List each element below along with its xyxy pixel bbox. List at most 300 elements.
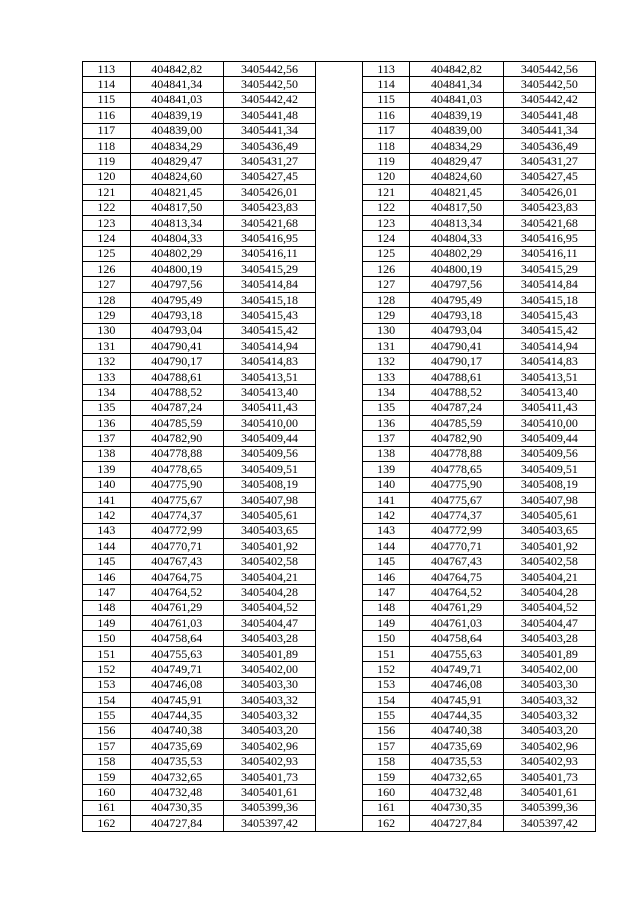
table-row: [83, 723, 596, 738]
column-gap: [316, 200, 363, 215]
right-point-number-cell: 156: [362, 723, 410, 738]
left-y-coordinate-cell: 3405442,42: [223, 92, 315, 107]
left-point-number-cell: 136: [83, 415, 131, 430]
left-x-coordinate-cell: 404829,47: [130, 154, 223, 169]
column-gap: [316, 323, 363, 338]
table-row: [83, 339, 596, 354]
left-x-coordinate-cell: 404732,48: [130, 785, 223, 800]
left-point-number-cell: 162: [83, 816, 131, 831]
table-row: [83, 754, 596, 769]
left-x-coordinate-cell: 404804,33: [130, 231, 223, 246]
left-y-coordinate-cell: 3405414,94: [223, 339, 315, 354]
right-x-coordinate-cell: 404829,47: [410, 154, 503, 169]
column-gap: [316, 92, 363, 107]
right-point-number-cell: 159: [362, 769, 410, 784]
right-point-number-cell: 143: [362, 523, 410, 538]
left-point-number-cell: 135: [83, 400, 131, 415]
column-gap: [316, 662, 363, 677]
left-point-number-cell: 115: [83, 92, 131, 107]
right-point-number-cell: 117: [362, 123, 410, 138]
table-row: [83, 539, 596, 554]
right-x-coordinate-cell: 404790,41: [410, 339, 503, 354]
right-point-number-cell: 149: [362, 616, 410, 631]
left-point-number-cell: 126: [83, 262, 131, 277]
right-y-coordinate-cell: 3405401,61: [503, 785, 595, 800]
left-x-coordinate-cell: 404785,59: [130, 415, 223, 430]
table-row: [83, 693, 596, 708]
right-x-coordinate-cell: 404755,63: [410, 646, 503, 661]
right-y-coordinate-cell: 3405441,34: [503, 123, 595, 138]
left-y-coordinate-cell: 3405416,95: [223, 231, 315, 246]
left-y-coordinate-cell: 3405441,34: [223, 123, 315, 138]
right-y-coordinate-cell: 3405401,73: [503, 769, 595, 784]
right-x-coordinate-cell: 404764,75: [410, 569, 503, 584]
right-point-number-cell: 113: [362, 62, 410, 77]
right-point-number-cell: 119: [362, 154, 410, 169]
right-y-coordinate-cell: 3405442,42: [503, 92, 595, 107]
left-y-coordinate-cell: 3405415,43: [223, 308, 315, 323]
left-y-coordinate-cell: 3405413,51: [223, 369, 315, 384]
left-y-coordinate-cell: 3405407,98: [223, 492, 315, 507]
left-y-coordinate-cell: 3405404,21: [223, 569, 315, 584]
right-point-number-cell: 144: [362, 539, 410, 554]
table-row: [83, 246, 596, 261]
right-point-number-cell: 158: [362, 754, 410, 769]
column-gap: [316, 354, 363, 369]
right-point-number-cell: 114: [362, 77, 410, 92]
left-point-number-cell: 139: [83, 462, 131, 477]
left-y-coordinate-cell: 3405436,49: [223, 138, 315, 153]
right-y-coordinate-cell: 3405427,45: [503, 169, 595, 184]
left-x-coordinate-cell: 404772,99: [130, 523, 223, 538]
right-point-number-cell: 124: [362, 231, 410, 246]
right-point-number-cell: 160: [362, 785, 410, 800]
left-x-coordinate-cell: 404745,91: [130, 693, 223, 708]
left-point-number-cell: 145: [83, 554, 131, 569]
right-point-number-cell: 141: [362, 492, 410, 507]
right-point-number-cell: 140: [362, 477, 410, 492]
right-point-number-cell: 151: [362, 646, 410, 661]
left-x-coordinate-cell: 404778,88: [130, 446, 223, 461]
right-x-coordinate-cell: 404813,34: [410, 215, 503, 230]
left-point-number-cell: 130: [83, 323, 131, 338]
right-x-coordinate-cell: 404788,61: [410, 369, 503, 384]
left-y-coordinate-cell: 3405408,19: [223, 477, 315, 492]
column-gap: [316, 446, 363, 461]
right-point-number-cell: 139: [362, 462, 410, 477]
left-x-coordinate-cell: 404744,35: [130, 708, 223, 723]
right-point-number-cell: 129: [362, 308, 410, 323]
right-x-coordinate-cell: 404740,38: [410, 723, 503, 738]
left-point-number-cell: 148: [83, 600, 131, 615]
column-gap: [316, 539, 363, 554]
left-y-coordinate-cell: 3405442,50: [223, 77, 315, 92]
right-y-coordinate-cell: 3405407,98: [503, 492, 595, 507]
right-y-coordinate-cell: 3405416,95: [503, 231, 595, 246]
table-row: [83, 292, 596, 307]
left-x-coordinate-cell: 404841,34: [130, 77, 223, 92]
left-x-coordinate-cell: 404730,35: [130, 800, 223, 815]
column-gap: [316, 816, 363, 831]
right-x-coordinate-cell: 404774,37: [410, 508, 503, 523]
right-y-coordinate-cell: 3405402,93: [503, 754, 595, 769]
right-y-coordinate-cell: 3405414,83: [503, 354, 595, 369]
column-gap: [316, 262, 363, 277]
right-y-coordinate-cell: 3405409,51: [503, 462, 595, 477]
right-point-number-cell: 125: [362, 246, 410, 261]
right-point-number-cell: 148: [362, 600, 410, 615]
right-x-coordinate-cell: 404778,88: [410, 446, 503, 461]
left-x-coordinate-cell: 404821,45: [130, 185, 223, 200]
column-gap: [316, 754, 363, 769]
right-x-coordinate-cell: 404764,52: [410, 585, 503, 600]
table-row: [83, 492, 596, 507]
column-gap: [316, 585, 363, 600]
left-x-coordinate-cell: 404800,19: [130, 262, 223, 277]
column-gap: [316, 569, 363, 584]
left-y-coordinate-cell: 3405414,83: [223, 354, 315, 369]
left-x-coordinate-cell: 404735,53: [130, 754, 223, 769]
left-x-coordinate-cell: 404775,67: [130, 492, 223, 507]
column-gap: [316, 693, 363, 708]
table-row: [83, 600, 596, 615]
left-y-coordinate-cell: 3405399,36: [223, 800, 315, 815]
column-gap: [316, 123, 363, 138]
right-y-coordinate-cell: 3405442,50: [503, 77, 595, 92]
left-x-coordinate-cell: 404735,69: [130, 739, 223, 754]
column-gap: [316, 308, 363, 323]
table-row: [83, 585, 596, 600]
column-gap: [316, 708, 363, 723]
left-y-coordinate-cell: 3405403,30: [223, 677, 315, 692]
right-point-number-cell: 154: [362, 693, 410, 708]
table-row: [83, 62, 596, 77]
right-x-coordinate-cell: 404841,34: [410, 77, 503, 92]
left-x-coordinate-cell: 404770,71: [130, 539, 223, 554]
left-x-coordinate-cell: 404764,75: [130, 569, 223, 584]
table-row: [83, 662, 596, 677]
right-point-number-cell: 157: [362, 739, 410, 754]
right-x-coordinate-cell: 404772,99: [410, 523, 503, 538]
right-x-coordinate-cell: 404824,60: [410, 169, 503, 184]
left-point-number-cell: 122: [83, 200, 131, 215]
left-y-coordinate-cell: 3405402,00: [223, 662, 315, 677]
table-row: [83, 123, 596, 138]
left-x-coordinate-cell: 404797,56: [130, 277, 223, 292]
table-row: [83, 169, 596, 184]
left-x-coordinate-cell: 404774,37: [130, 508, 223, 523]
right-x-coordinate-cell: 404804,33: [410, 231, 503, 246]
column-gap: [316, 431, 363, 446]
left-y-coordinate-cell: 3405404,47: [223, 616, 315, 631]
table-row: [83, 400, 596, 415]
column-gap: [316, 277, 363, 292]
right-x-coordinate-cell: 404735,53: [410, 754, 503, 769]
left-point-number-cell: 137: [83, 431, 131, 446]
right-point-number-cell: 131: [362, 339, 410, 354]
left-point-number-cell: 127: [83, 277, 131, 292]
right-point-number-cell: 145: [362, 554, 410, 569]
left-point-number-cell: 138: [83, 446, 131, 461]
left-x-coordinate-cell: 404802,29: [130, 246, 223, 261]
column-gap: [316, 154, 363, 169]
right-x-coordinate-cell: 404790,17: [410, 354, 503, 369]
right-point-number-cell: 130: [362, 323, 410, 338]
right-y-coordinate-cell: 3405431,27: [503, 154, 595, 169]
left-y-coordinate-cell: 3405403,32: [223, 693, 315, 708]
right-x-coordinate-cell: 404732,65: [410, 769, 503, 784]
left-point-number-cell: 150: [83, 631, 131, 646]
column-gap: [316, 339, 363, 354]
right-point-number-cell: 146: [362, 569, 410, 584]
table-row: [83, 446, 596, 461]
left-x-coordinate-cell: 404775,90: [130, 477, 223, 492]
right-y-coordinate-cell: 3405414,84: [503, 277, 595, 292]
left-y-coordinate-cell: 3405401,73: [223, 769, 315, 784]
left-x-coordinate-cell: 404755,63: [130, 646, 223, 661]
left-x-coordinate-cell: 404758,64: [130, 631, 223, 646]
column-gap: [316, 508, 363, 523]
right-y-coordinate-cell: 3405416,11: [503, 246, 595, 261]
right-point-number-cell: 137: [362, 431, 410, 446]
right-y-coordinate-cell: 3405415,18: [503, 292, 595, 307]
table-row: [83, 354, 596, 369]
left-y-coordinate-cell: 3405401,92: [223, 539, 315, 554]
right-y-coordinate-cell: 3405410,00: [503, 415, 595, 430]
right-y-coordinate-cell: 3405403,32: [503, 708, 595, 723]
left-y-coordinate-cell: 3405409,51: [223, 462, 315, 477]
right-y-coordinate-cell: 3405413,40: [503, 385, 595, 400]
right-x-coordinate-cell: 404761,03: [410, 616, 503, 631]
left-point-number-cell: 117: [83, 123, 131, 138]
left-y-coordinate-cell: 3405402,58: [223, 554, 315, 569]
left-x-coordinate-cell: 404842,82: [130, 62, 223, 77]
right-x-coordinate-cell: 404834,29: [410, 138, 503, 153]
right-x-coordinate-cell: 404770,71: [410, 539, 503, 554]
right-y-coordinate-cell: 3405401,92: [503, 539, 595, 554]
right-y-coordinate-cell: 3405403,32: [503, 693, 595, 708]
left-y-coordinate-cell: 3405442,56: [223, 62, 315, 77]
left-x-coordinate-cell: 404778,65: [130, 462, 223, 477]
column-gap: [316, 400, 363, 415]
left-x-coordinate-cell: 404795,49: [130, 292, 223, 307]
left-point-number-cell: 129: [83, 308, 131, 323]
right-y-coordinate-cell: 3405436,49: [503, 138, 595, 153]
right-x-coordinate-cell: 404778,65: [410, 462, 503, 477]
left-y-coordinate-cell: 3405413,40: [223, 385, 315, 400]
left-point-number-cell: 144: [83, 539, 131, 554]
left-x-coordinate-cell: 404790,41: [130, 339, 223, 354]
column-gap: [316, 108, 363, 123]
right-point-number-cell: 135: [362, 400, 410, 415]
column-gap: [316, 616, 363, 631]
right-y-coordinate-cell: 3405413,51: [503, 369, 595, 384]
left-x-coordinate-cell: 404746,08: [130, 677, 223, 692]
left-x-coordinate-cell: 404839,00: [130, 123, 223, 138]
right-x-coordinate-cell: 404735,69: [410, 739, 503, 754]
right-point-number-cell: 118: [362, 138, 410, 153]
left-point-number-cell: 120: [83, 169, 131, 184]
right-x-coordinate-cell: 404732,48: [410, 785, 503, 800]
table-row: [83, 185, 596, 200]
column-gap: [316, 169, 363, 184]
left-y-coordinate-cell: 3405441,48: [223, 108, 315, 123]
left-point-number-cell: 146: [83, 569, 131, 584]
right-y-coordinate-cell: 3405411,43: [503, 400, 595, 415]
right-point-number-cell: 127: [362, 277, 410, 292]
right-y-coordinate-cell: 3405403,65: [503, 523, 595, 538]
left-point-number-cell: 121: [83, 185, 131, 200]
table-row: [83, 646, 596, 661]
left-point-number-cell: 131: [83, 339, 131, 354]
left-y-coordinate-cell: 3405415,29: [223, 262, 315, 277]
table-row: [83, 262, 596, 277]
left-y-coordinate-cell: 3405404,28: [223, 585, 315, 600]
right-y-coordinate-cell: 3405442,56: [503, 62, 595, 77]
right-y-coordinate-cell: 3405402,96: [503, 739, 595, 754]
left-y-coordinate-cell: 3405415,42: [223, 323, 315, 338]
column-gap: [316, 185, 363, 200]
left-point-number-cell: 125: [83, 246, 131, 261]
left-y-coordinate-cell: 3405405,61: [223, 508, 315, 523]
left-x-coordinate-cell: 404834,29: [130, 138, 223, 153]
left-x-coordinate-cell: 404793,04: [130, 323, 223, 338]
left-y-coordinate-cell: 3405421,68: [223, 215, 315, 230]
left-point-number-cell: 119: [83, 154, 131, 169]
left-y-coordinate-cell: 3405416,11: [223, 246, 315, 261]
right-point-number-cell: 134: [362, 385, 410, 400]
right-point-number-cell: 126: [362, 262, 410, 277]
table-row: [83, 215, 596, 230]
right-point-number-cell: 123: [362, 215, 410, 230]
left-y-coordinate-cell: 3405403,20: [223, 723, 315, 738]
left-y-coordinate-cell: 3405409,44: [223, 431, 315, 446]
left-x-coordinate-cell: 404732,65: [130, 769, 223, 784]
left-x-coordinate-cell: 404788,52: [130, 385, 223, 400]
right-x-coordinate-cell: 404793,18: [410, 308, 503, 323]
table-row: [83, 200, 596, 215]
right-y-coordinate-cell: 3405403,30: [503, 677, 595, 692]
left-x-coordinate-cell: 404761,03: [130, 616, 223, 631]
left-point-number-cell: 128: [83, 292, 131, 307]
right-y-coordinate-cell: 3405415,29: [503, 262, 595, 277]
column-gap: [316, 77, 363, 92]
right-x-coordinate-cell: 404800,19: [410, 262, 503, 277]
right-point-number-cell: 115: [362, 92, 410, 107]
left-point-number-cell: 153: [83, 677, 131, 692]
left-x-coordinate-cell: 404824,60: [130, 169, 223, 184]
right-y-coordinate-cell: 3405397,42: [503, 816, 595, 831]
left-point-number-cell: 118: [83, 138, 131, 153]
left-y-coordinate-cell: 3405426,01: [223, 185, 315, 200]
right-y-coordinate-cell: 3405415,42: [503, 323, 595, 338]
column-gap: [316, 785, 363, 800]
left-point-number-cell: 154: [83, 693, 131, 708]
left-point-number-cell: 155: [83, 708, 131, 723]
table-row: [83, 108, 596, 123]
column-gap: [316, 631, 363, 646]
left-y-coordinate-cell: 3405411,43: [223, 400, 315, 415]
left-point-number-cell: 152: [83, 662, 131, 677]
table-row: [83, 785, 596, 800]
table-row: [83, 415, 596, 430]
right-x-coordinate-cell: 404842,82: [410, 62, 503, 77]
left-y-coordinate-cell: 3405402,93: [223, 754, 315, 769]
right-x-coordinate-cell: 404782,90: [410, 431, 503, 446]
column-gap: [316, 369, 363, 384]
table-row: [83, 277, 596, 292]
column-gap: [316, 523, 363, 538]
table-row: [83, 92, 596, 107]
column-gap: [316, 415, 363, 430]
left-y-coordinate-cell: 3405427,45: [223, 169, 315, 184]
column-gap: [316, 554, 363, 569]
left-point-number-cell: 161: [83, 800, 131, 815]
right-point-number-cell: 142: [362, 508, 410, 523]
left-y-coordinate-cell: 3405423,83: [223, 200, 315, 215]
table-row: [83, 677, 596, 692]
left-point-number-cell: 159: [83, 769, 131, 784]
left-y-coordinate-cell: 3405410,00: [223, 415, 315, 430]
table-row: [83, 369, 596, 384]
right-y-coordinate-cell: 3405408,19: [503, 477, 595, 492]
right-point-number-cell: 152: [362, 662, 410, 677]
left-y-coordinate-cell: 3405403,28: [223, 631, 315, 646]
table-row: [83, 231, 596, 246]
right-point-number-cell: 138: [362, 446, 410, 461]
left-y-coordinate-cell: 3405414,84: [223, 277, 315, 292]
left-x-coordinate-cell: 404813,34: [130, 215, 223, 230]
right-point-number-cell: 121: [362, 185, 410, 200]
left-x-coordinate-cell: 404839,19: [130, 108, 223, 123]
left-x-coordinate-cell: 404761,29: [130, 600, 223, 615]
right-x-coordinate-cell: 404839,00: [410, 123, 503, 138]
left-point-number-cell: 147: [83, 585, 131, 600]
right-x-coordinate-cell: 404775,67: [410, 492, 503, 507]
table-row: [83, 154, 596, 169]
right-point-number-cell: 116: [362, 108, 410, 123]
table-row: [83, 323, 596, 338]
left-point-number-cell: 134: [83, 385, 131, 400]
right-x-coordinate-cell: 404758,64: [410, 631, 503, 646]
right-point-number-cell: 155: [362, 708, 410, 723]
table-row: [83, 77, 596, 92]
left-y-coordinate-cell: 3405401,61: [223, 785, 315, 800]
column-gap: [316, 600, 363, 615]
right-point-number-cell: 132: [362, 354, 410, 369]
left-y-coordinate-cell: 3405403,65: [223, 523, 315, 538]
table-row: [83, 431, 596, 446]
table-row: [83, 385, 596, 400]
right-point-number-cell: 136: [362, 415, 410, 430]
left-y-coordinate-cell: 3405431,27: [223, 154, 315, 169]
right-y-coordinate-cell: 3405405,61: [503, 508, 595, 523]
table-row: [83, 554, 596, 569]
column-gap: [316, 739, 363, 754]
left-point-number-cell: 156: [83, 723, 131, 738]
right-x-coordinate-cell: 404749,71: [410, 662, 503, 677]
left-x-coordinate-cell: 404764,52: [130, 585, 223, 600]
column-gap: [316, 646, 363, 661]
left-y-coordinate-cell: 3405409,56: [223, 446, 315, 461]
right-y-coordinate-cell: 3405402,00: [503, 662, 595, 677]
table-row: [83, 523, 596, 538]
left-point-number-cell: 114: [83, 77, 131, 92]
right-x-coordinate-cell: 404797,56: [410, 277, 503, 292]
right-y-coordinate-cell: 3405441,48: [503, 108, 595, 123]
right-y-coordinate-cell: 3405403,20: [503, 723, 595, 738]
right-point-number-cell: 128: [362, 292, 410, 307]
